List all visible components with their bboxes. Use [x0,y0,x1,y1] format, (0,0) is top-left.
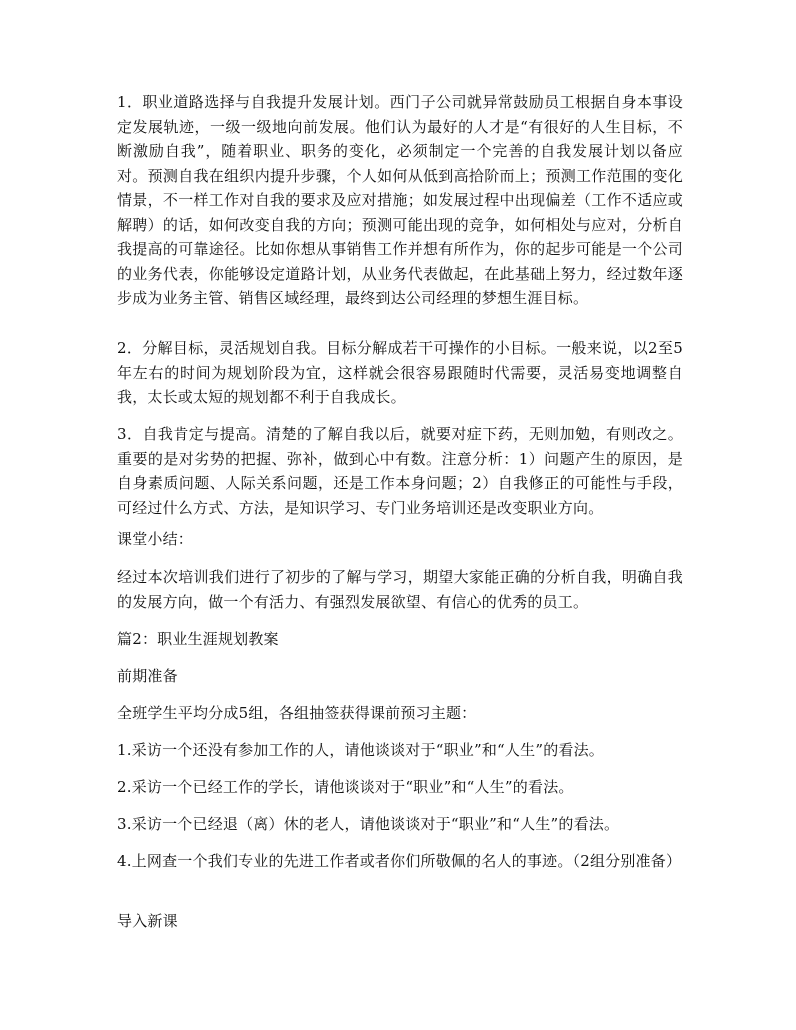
heading-preparation: 前期准备 [117,667,178,685]
list-item-topic-4: 4.上网查一个我们专业的先进工作者或者你们所敬佩的名人的事迹。（2组分别准备） [117,852,682,870]
heading-lesson-plan-2: 篇2：职业生涯规划教案 [117,630,279,648]
list-item-topic-1: 1.采访一个还没有参加工作的人，请他谈谈对于“职业”和“人生”的看法。 [117,741,604,759]
paragraph-group-assignment: 全班学生平均分成5组，各组抽签获得课前预习主题： [117,704,477,722]
heading-introduce-lesson: 导入新课 [117,912,178,930]
heading-class-summary: 课堂小结： [117,530,194,548]
paragraph-self-affirmation: 3．自我肯定与提高。清楚的了解自我以后，就要对症下药，无则加勉，有则改之。重要的是对劣势的把握、弥补，做到心中有数。注意分析：1）问题产生的原因，是自身素质问题、人际关系问题，还是工作本身问题；2）自我修正的可能性与手段，可经过什么方式、方法，是知识学习、专门业务培训还是改变职业方向。 [117,425,683,517]
list-item-topic-2: 2.采访一个已经工作的学长，请他谈谈对于“职业”和“人生”的看法。 [117,778,574,796]
list-item-topic-3: 3.采访一个已经退（离）休的老人，请他谈谈对于“职业”和“人生”的看法。 [117,815,620,833]
paragraph-summary: 经过本次培训我们进行了初步的了解与学习，期望大家能正确的分析自我，明确自我的发展方向，做一个有活力、有强烈发展欲望、有信心的优秀的员工。 [117,568,683,611]
paragraph-decompose-goals: 2．分解目标，灵活规划自我。目标分解成若干可操作的小目标。一般来说，以2至5年左右的时间为规划阶段为宜，这样就会很容易跟随时代需要，灵活易变地调整自我，太长或太短的规划都不利于自我成长。 [117,339,683,406]
paragraph-career-path-plan: 1．职业道路选择与自我提升发展计划。西门子公司就异常鼓励员工根据自身本事设定发展轨迹，一级一级地向前发展。他们认为最好的人才是“有很好的人生目标，不断激励自我”，随着职业、职务的变化，必须制定一个完善的自我发展计划以备应对。预测自我在组织内提升步骤，个人如何从低到高拾阶而上；预测工作范围的变化情景，不一样工作对自我的要求及应对措施；如发展过程中出现偏差（工作不适应或解聘）的话，如何改变自我的方向；预测可能出现的竞争，如何相处与应对，分析自我提高的可靠途径。比如你想从事销售工作并想有所作为，你的起步可能是一个公司的业务代表，你能够设定道路计划，从业务代表做起，在此基础上努力，经过数年逐步成为业务主管、销售区域经理，最终到达公司经理的梦想生涯目标。 [117,93,683,307]
